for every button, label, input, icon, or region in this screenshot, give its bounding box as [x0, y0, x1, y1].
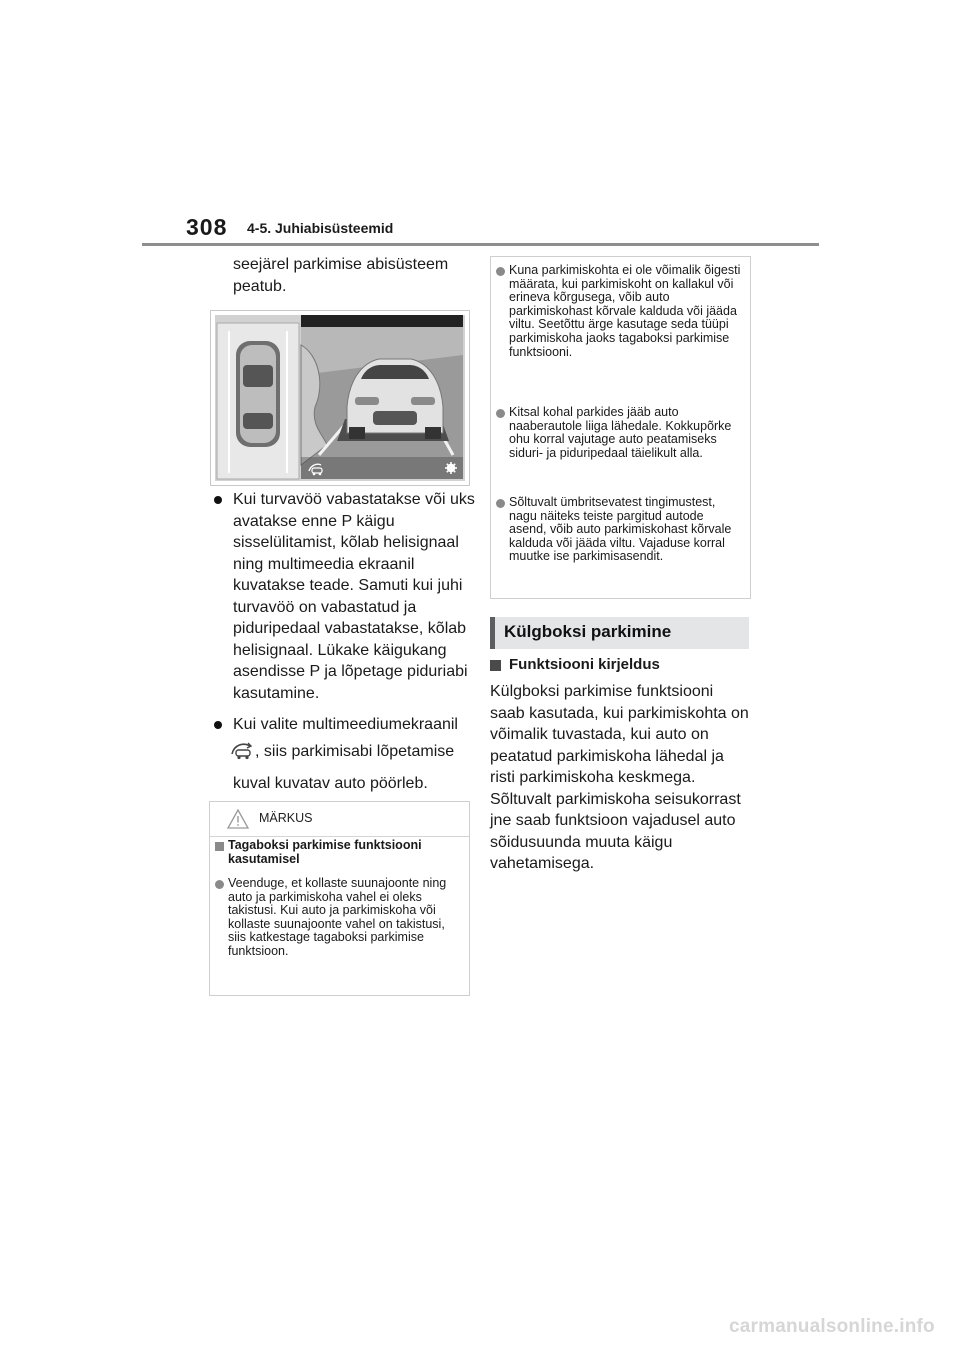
section-heading-bar: [490, 617, 749, 649]
section-heading: Külgboksi parkimine: [504, 622, 672, 641]
page-number: 308: [186, 214, 228, 240]
notice-subheading: Tagaboksi parkimise funktsiooni kasutamisel: [228, 838, 422, 866]
heading-accent: [490, 617, 495, 649]
bullet-text-after: , siis parkimisabi lõpetamise kuval kuvatav auto pöörleb.: [233, 742, 455, 792]
bullet-icon: [215, 880, 224, 889]
list-item: [214, 489, 476, 704]
screen-image: [215, 315, 465, 481]
bullet-text: [233, 714, 476, 794]
continuation-text: seejärel parkimise abisüsteem peatub.: [233, 256, 449, 295]
square-bullet-icon: [490, 660, 501, 671]
list-item: [214, 714, 476, 794]
info-item: Kitsal kohal parkides jääb auto naaberautole liiga lähedale. Kokkupõrke ohu korral vajutage auto peatamiseks siduri- ja piduripedaal täielikult alla.: [509, 405, 732, 460]
bullet-icon: [214, 496, 222, 504]
bullet-icon: [214, 721, 222, 729]
bullet-icon: [496, 267, 505, 276]
watermark: carmanualsonline.info: [729, 1316, 935, 1337]
bullet-text: Kui turvavöö vabastatakse või uks avatakse enne P käigu sisselülitamist, kõlab helisignaal ning multimeedia ekraanil kuvatakse teade. Samuti kui juhi turvavöö on vabastatud ja piduripedaal vabastatakse, kõlab helisignaal. Lükake käigukang asendisse P ja lõpetage piduriabi kasutamine.: [233, 491, 475, 702]
notice-label: MÄRKUS: [259, 811, 313, 825]
header-rule: [142, 243, 819, 246]
function-heading: Funktsiooni kirjeldus: [509, 656, 660, 673]
parking-assist-screen-illustration: [210, 310, 470, 486]
section-title: 4-5. Juhiabisüsteemid: [247, 220, 394, 236]
bullet-icon: [496, 499, 505, 508]
bullet-icon: [496, 409, 505, 418]
notice-box: [209, 801, 470, 996]
warning-icon: [226, 808, 250, 830]
bullet-text-before: Kui valite multimeediumekraanil: [233, 716, 458, 733]
function-description: Külgboksi parkimise funktsiooni saab kasutada, kui parkimiskohta on võimalik tuvastada, kui auto on peatatud parkimiskoha lähedal ja risti parkimiskoha keskmega. Sõltuvalt parkimiskoha seisukorrast jne saab funktsioon vajadusel auto sõidusuunda muuta käigu vahetamisega.: [490, 683, 749, 872]
info-item: Kuna parkimiskohta ei ole võimalik õigesti määrata, kui parkimiskoht on kallakul või erineva kõrgusega, võib auto parkimiskohast kõrvale kalduda või jääda viltu. Seetõttu ärge kasutage seda tüüpi parkimiskoha jaoks tagaboksi parkimise funktsiooni.: [509, 263, 741, 359]
info-box: [490, 256, 751, 599]
car-rotate-icon: [229, 738, 255, 762]
notice-text: Veenduge, et kollaste suunajoonte ning auto ja parkimiskoha vahel ei oleks takistusi. Kui auto ja parkimiskoha või kollaste suunajoonte vahel on takistusi, siis katkestage tagaboksi parkimise funktsioon.: [228, 876, 447, 958]
info-item: Sõltuvalt ümbritsevatest tingimustest, nagu näiteks teiste pargitud autode asend, võib auto parkimiskohast kõrvale kalduda või jääda viltu. Vajaduse korral muutke ise parkimisasendit.: [509, 495, 732, 564]
notice-header: [210, 802, 469, 837]
square-bullet-icon: [215, 842, 224, 851]
